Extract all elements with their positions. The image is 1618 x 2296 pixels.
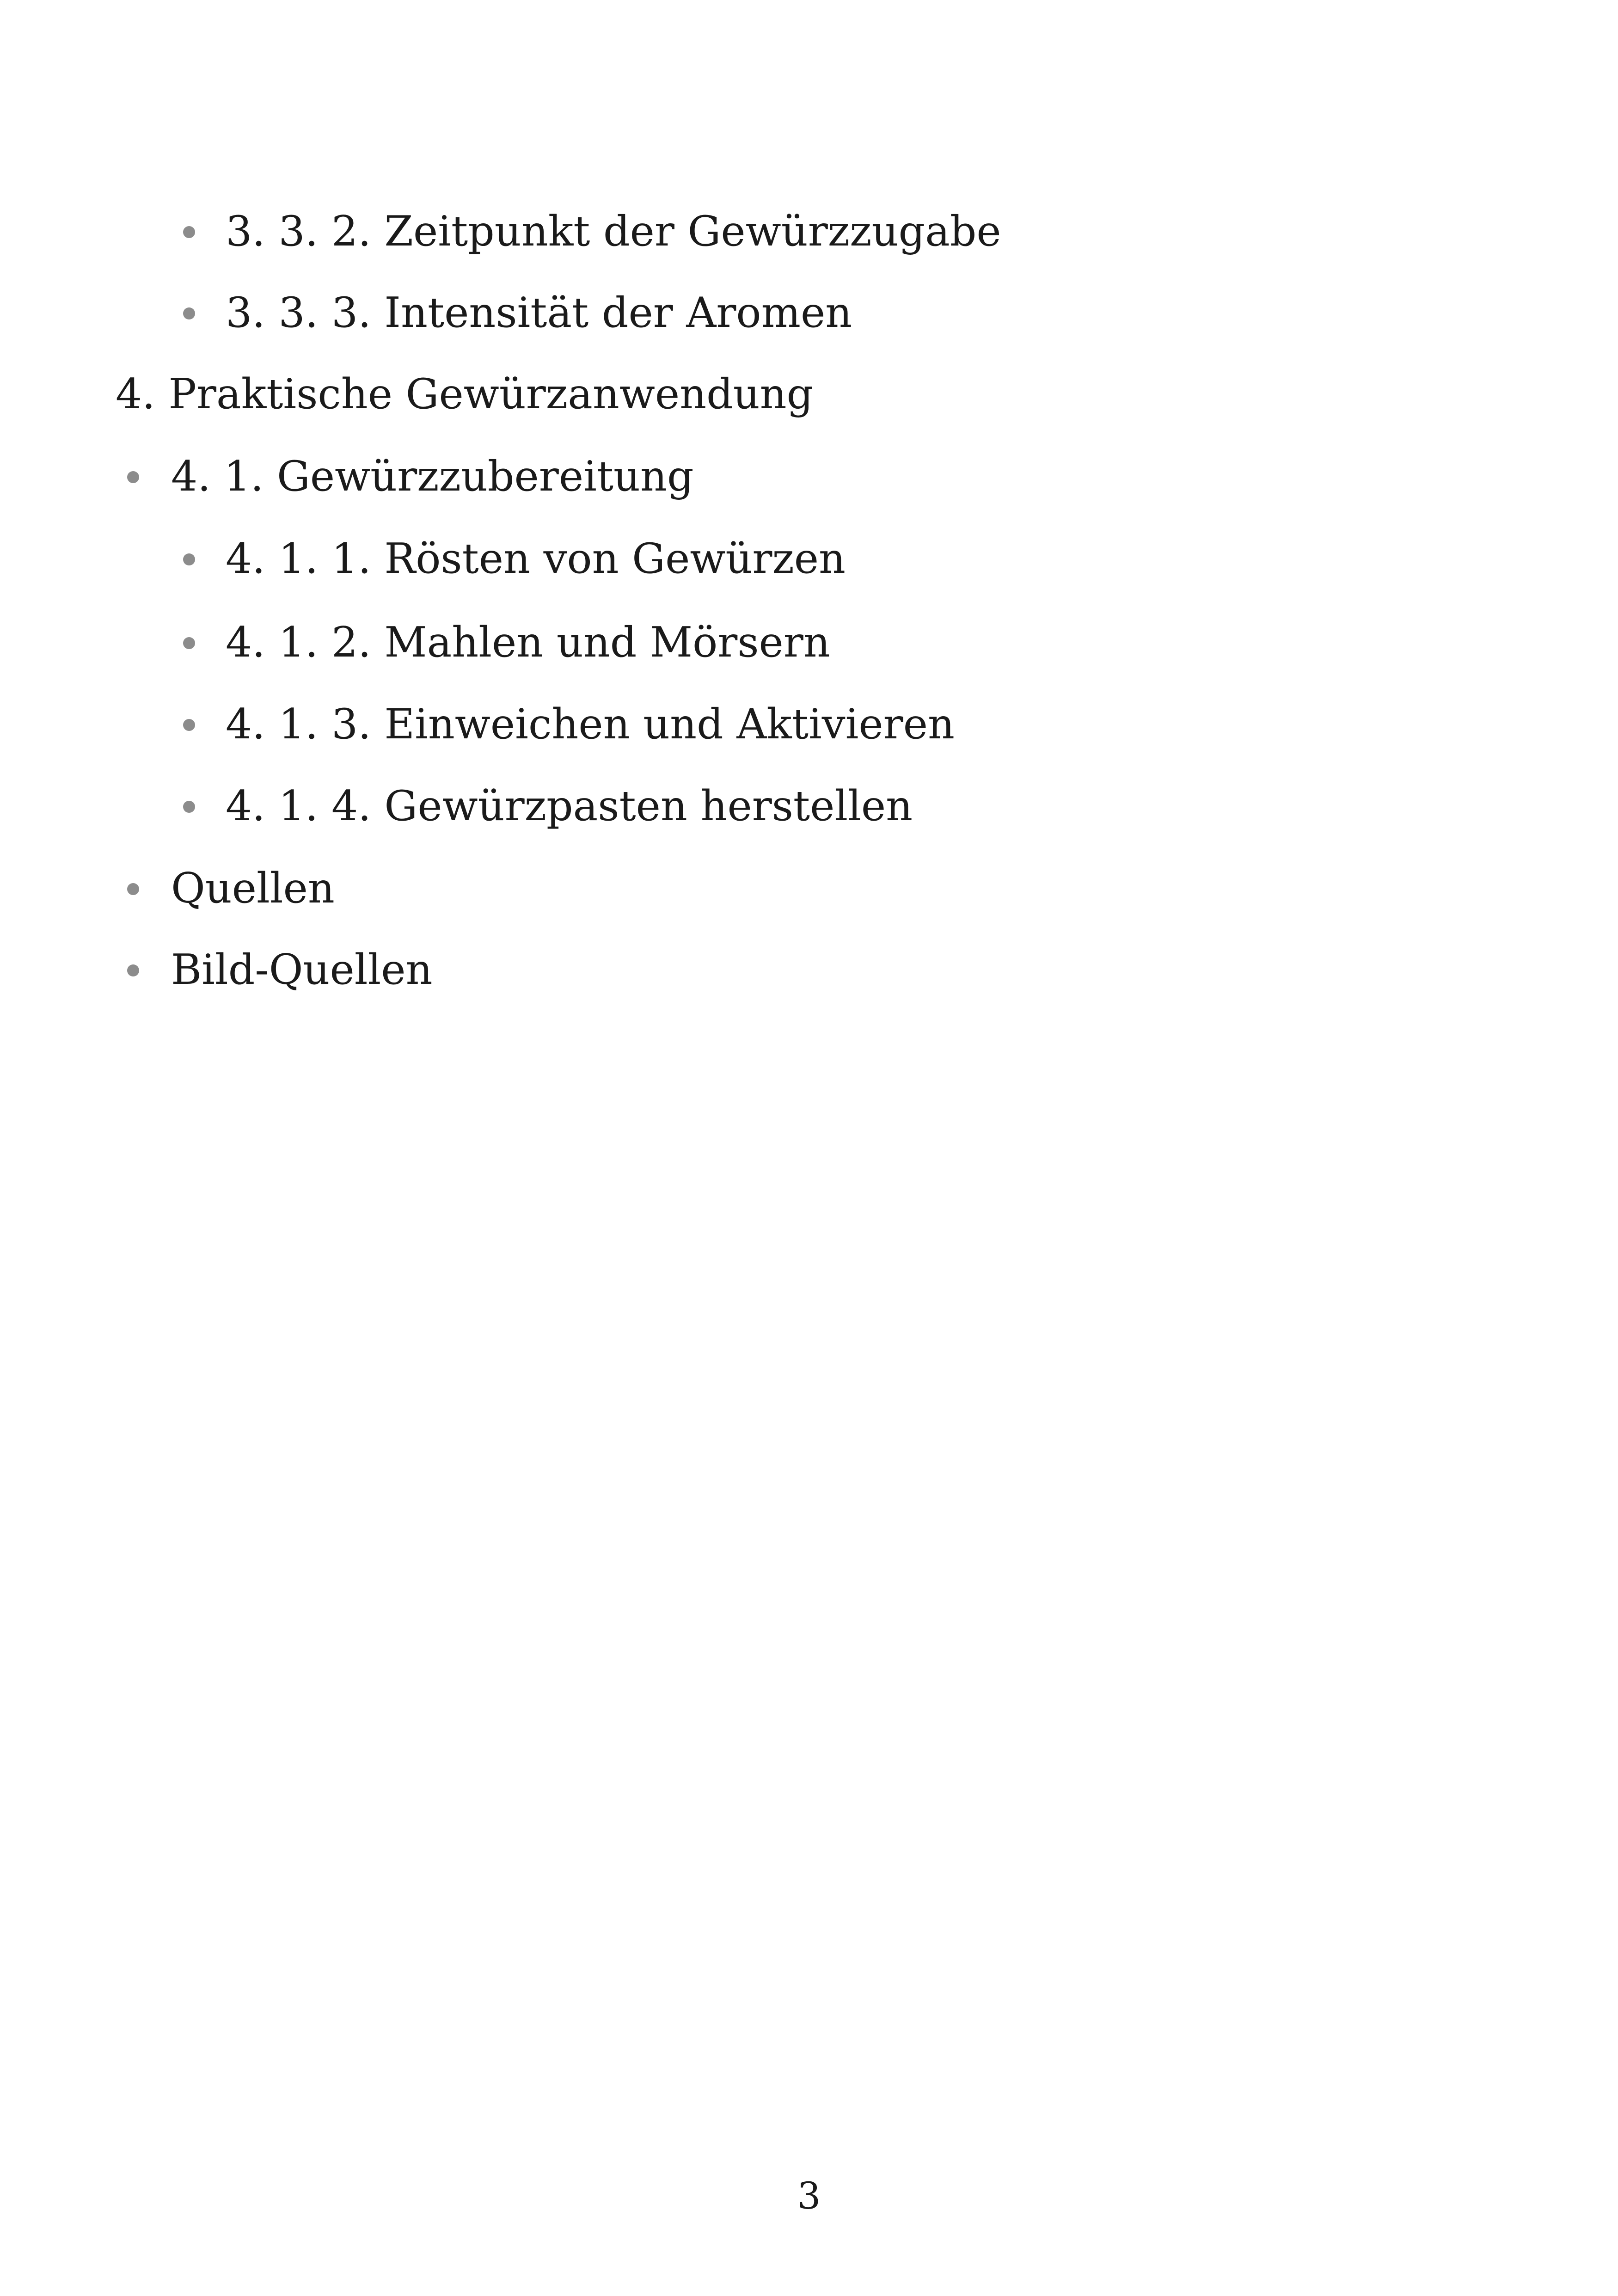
bullet-icon — [127, 883, 139, 895]
bullet-icon — [183, 553, 195, 565]
toc-entry-label: 4. 1. 2. Mahlen und Mörsern — [226, 618, 830, 667]
bullet-icon — [183, 226, 195, 238]
bullet-icon — [183, 801, 195, 813]
bullet-icon — [183, 307, 195, 319]
toc-entry-label: 4. 1. Gewürzzubereitung — [171, 452, 694, 501]
bullet-icon — [183, 719, 195, 731]
toc-entry-label: 4. Praktische Gewürzanwendung — [116, 370, 814, 418]
bullet-icon — [183, 637, 195, 649]
page-number: 3 — [797, 2174, 821, 2217]
bullet-icon — [127, 471, 139, 483]
toc-entry-label: Quellen — [171, 864, 335, 913]
toc-entry-label: 4. 1. 3. Einweichen und Aktivieren — [226, 700, 955, 749]
table-of-contents — [0, 0, 1618, 1063]
toc-entry-label: 4. 1. 4. Gewürzpasten herstellen — [226, 782, 913, 830]
toc-entry-label: Bild-Quellen — [171, 945, 433, 994]
toc-entry-label: 4. 1. 1. Rösten von Gewürzen — [226, 534, 846, 583]
toc-entry-label: 3. 3. 2. Zeitpunkt der Gewürzzugabe — [226, 207, 1001, 256]
bullet-icon — [127, 964, 139, 976]
toc-entry-label: 3. 3. 3. Intensität der Aromen — [226, 289, 852, 337]
